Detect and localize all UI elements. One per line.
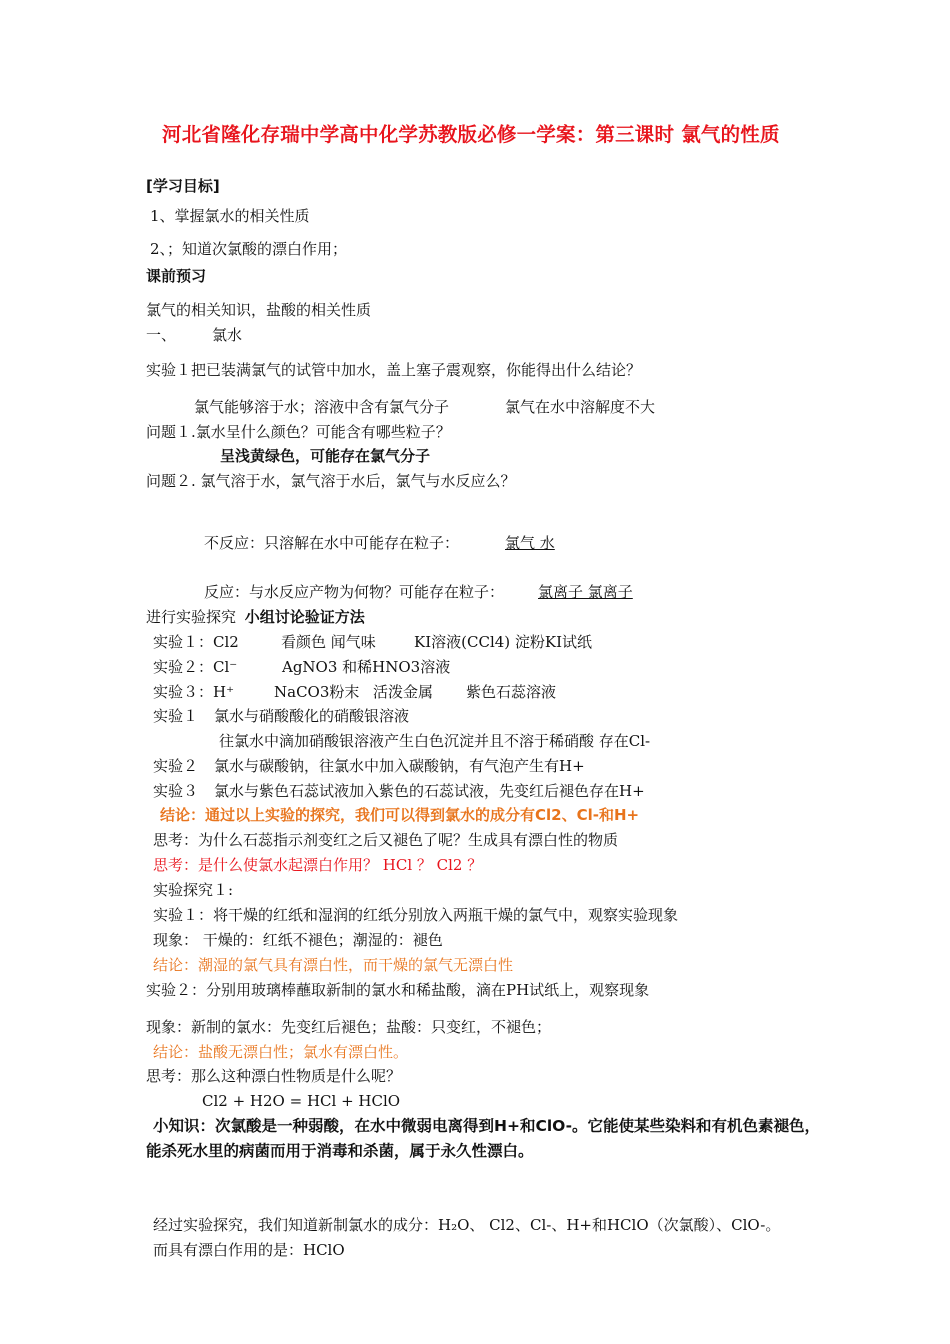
no-reaction-answer: 氯气 水 [505, 534, 555, 552]
method-3-a: NaCO3粉末 [274, 683, 360, 701]
reaction-answer: 氯离子 氯离子 [538, 583, 633, 601]
method-3-b: 活泼金属 [373, 683, 434, 701]
goal-1: 1、掌握氯水的相关性质 [150, 207, 310, 225]
page-title: 河北省隆化存瑞中学高中化学苏教版必修一学案：第三课时 氯气的性质 [162, 123, 780, 146]
think-1: 思考：为什么石蕊指示剂变红之后又褪色了呢？生成具有漂白性的物质 [153, 831, 619, 849]
question-1: 问题１.氯水呈什么颜色？可能含有哪些粒子？ [146, 423, 451, 441]
conclusion-1: 结论：通过以上实验的探究，我们可以得到氯水的成分有Cl2、Cl-和H+ [160, 806, 640, 824]
section-1-number: 一、 [146, 326, 177, 344]
equation: Cl2 + H2O = HCl + HClO [202, 1092, 401, 1110]
result-2-label: 实验２ [153, 757, 199, 775]
reaction-label: 反应：与水反应产物为何物？可能存在粒子： [204, 583, 505, 601]
summary-2: 而具有漂白作用的是：HClO [153, 1241, 345, 1259]
experiment-b: 实验２：分别用玻璃棒蘸取新制的氯水和稀盐酸，滴在PH试纸上，观察现象 [146, 981, 650, 999]
result-3-text: 氯水与紫色石蕊试液加入紫色的石蕊试液，先变红后褪色存在H+ [214, 782, 645, 800]
phenomenon-a: 现象： 干燥的：红纸不褪色；潮湿的：褪色 [153, 931, 443, 949]
goal-2: 2、；知道次氯酸的漂白作用； [150, 240, 348, 258]
think-2: 思考：是什么使氯水起漂白作用？ HCl ？ Cl2 ？ [153, 856, 483, 874]
question-2: 问题２. 氯气溶于水，氯气溶于水后，氯气与水反应么？ [146, 472, 516, 490]
summary-1: 经过实验探究，我们知道新制氯水的成分：H₂O、 Cl2、Cl-、H+和HClO（次氯酸）、ClO-。 [153, 1216, 781, 1234]
method-2-a: AgNO3 和稀HNO3溶液 [282, 658, 451, 676]
method-1-a: 看颜色 闻气味 [281, 633, 376, 651]
method-1-label: 实验１：Cl2 [153, 633, 239, 651]
no-reaction-label: 不反应：只溶解在水中可能存在粒子： [204, 534, 460, 552]
result-1-detail: 往氯水中滴加硝酸银溶液产生白色沉淀并且不溶于稀硝酸 存在Cl- [219, 732, 651, 750]
result-1-text: 氯水与硝酸酸化的硝酸银溶液 [214, 707, 410, 725]
explore-bold: 小组讨论验证方法 [244, 608, 365, 626]
explore-1-heading: 实验探究１: [153, 881, 234, 899]
experiment-1-answer-b: 氯气在水中溶解度不大 [505, 398, 656, 416]
method-2-label: 实验２：Cl⁻ [153, 658, 238, 676]
method-3-label: 实验３：H⁺ [153, 683, 234, 701]
preview-text: 氯气的相关知识，盐酸的相关性质 [146, 301, 372, 319]
explore-line [146, 607, 365, 627]
result-3-label: 实验３ [153, 782, 199, 800]
goals-heading: [学习目标] [146, 177, 220, 195]
question-1-answer: 呈浅黄绿色，可能存在氯气分子 [220, 447, 431, 465]
experiment-a: 实验１：将干燥的红纸和湿润的红纸分别放入两瓶干燥的氯气中，观察实验现象 [153, 906, 679, 924]
section-1-title: 氯水 [212, 326, 243, 344]
think-3: 思考：那么这种漂白性物质是什么呢？ [146, 1067, 402, 1085]
result-1-label: 实验１ [153, 707, 199, 725]
tip-line-2: 能杀死水里的病菌而用于消毒和杀菌，属于永久性漂白。 [146, 1142, 534, 1160]
method-1-b: KI溶液(CCl4) 淀粉KI试纸 [414, 633, 593, 651]
experiment-1-answer-a: 氯气能够溶于水；溶液中含有氯气分子 [194, 398, 450, 416]
explore-plain: 进行实验探究 [146, 608, 237, 626]
tip-line-1: 小知识：次氯酸是一种弱酸，在水中微弱电离得到H+和ClO-。它能使某些染料和有机色素褪色， [153, 1117, 821, 1135]
method-3-c: 紫色石蕊溶液 [466, 683, 557, 701]
preview-heading: 课前预习 [146, 267, 207, 285]
result-2-text: 氯水与碳酸钠，往氯水中加入碳酸钠，有气泡产生有H+ [214, 757, 585, 775]
conclusion-a: 结论：潮湿的氯气具有漂白性，而干燥的氯气无漂白性 [153, 956, 514, 974]
experiment-1-question: 实验１把已装满氯气的试管中加水，盖上塞子震观察，你能得出什么结论？ [146, 361, 642, 379]
phenomenon-b: 现象：新制的氯水：先变红后褪色；盐酸：只变红，不褪色； [146, 1018, 552, 1036]
conclusion-b: 结论：盐酸无漂白性；氯水有漂白性。 [153, 1043, 409, 1061]
